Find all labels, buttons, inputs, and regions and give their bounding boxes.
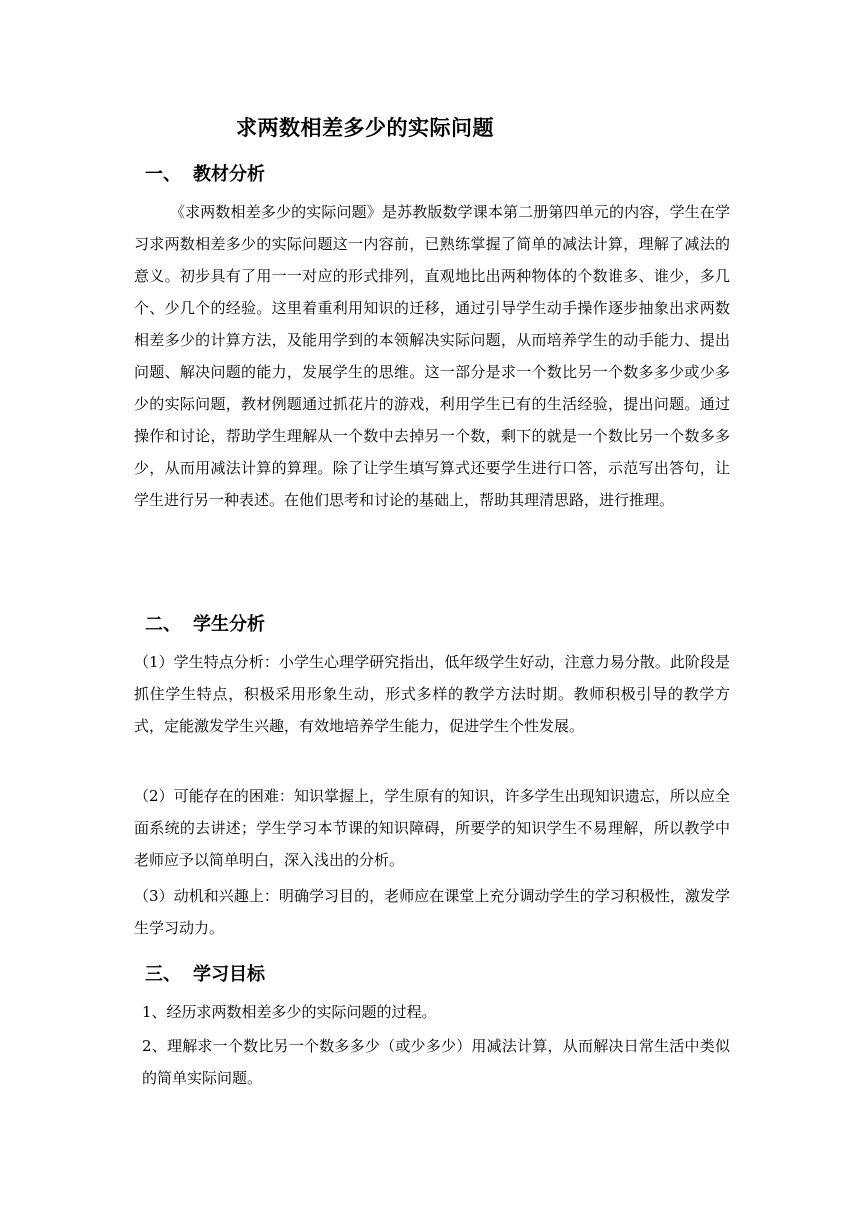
section-number: 一、 (145, 164, 181, 185)
paragraph-possible-difficulties: （2）可能存在的困难：知识掌握上，学生原有的知识，许多学生出现知识遗忘，所以应全面系统的去讲述；学生学习本节课的知识障碍，所要学的知识学生不易理解，所以教学中老师应予以简单明白，深入浅出的分析。 (134, 787, 730, 869)
section-heading-learning-goals (145, 960, 265, 986)
paragraph-student-traits: （1）学生特点分析：小学生心理学研究指出，低年级学生好动，注意力易分散。此阶段是抓住学生特点，积极采用形象生动，形式多样的教学方法时期。教师积极引导的教学方式，定能激发学生兴趣，有效地培养学生能力，促进学生个性发展。 (134, 653, 730, 735)
section-heading-label: 教材分析 (193, 164, 265, 185)
paragraph-goal-1: 1、经历求两数相差多少的实际问题的过程。 (142, 1003, 437, 1021)
document-title: 求两数相差多少的实际问题 (236, 116, 494, 140)
section-number: 三、 (145, 964, 181, 985)
paragraph-material-analysis: 《求两数相差多少的实际问题》是苏教版数学课本第二册第四单元的内容，学生在学习求两数相差多少的实际问题这一内容前，已熟练掌握了简单的减法计算，理解了减法的意义。初步具有了用一一对应的形式排列，直观地比出两种物体的个数谁多、谁少，多几个、少几个的经验。这里着重利用知识的迁移，通过引导学生动手操作逐步抽象出求两数相差多少的计算方法，及能用学到的本领解决实际问题，从而培养学生的动手能力、提出问题、解决问题的能力，发展学生的思维。这一部分是求一个数比另一个数多多少或少多少的实际问题，教材例题通过抓花片的游戏，利用学生已有的生活经验，提出问题。通过操作和讨论，帮助学生理解从一个数中去掉另一个数，剩下的就是一个数比另一个数多多少，从而用减法计算的算理。除了让学生填写算式还要学生进行口答，示范写出答句，让学生进行另一种表述。在他们思考和讨论的基础上，帮助其理清思路，进行推理。 (134, 203, 730, 509)
section-heading-teaching-material (145, 160, 265, 186)
section-number: 二、 (145, 614, 181, 635)
section-heading-student-analysis (145, 610, 265, 636)
section-heading-label: 学生分析 (193, 614, 265, 635)
section-heading-label: 学习目标 (193, 964, 265, 985)
paragraph-motivation-interest: （3）动机和兴趣上：明确学习目的，老师应在课堂上充分调动学生的学习积极性，激发学生学习动力。 (134, 887, 730, 937)
paragraph-goal-2: 2、理解求一个数比另一个数多多少（或少多少）用减法计算，从而解决日常生活中类似的简单实际问题。 (142, 1037, 730, 1087)
